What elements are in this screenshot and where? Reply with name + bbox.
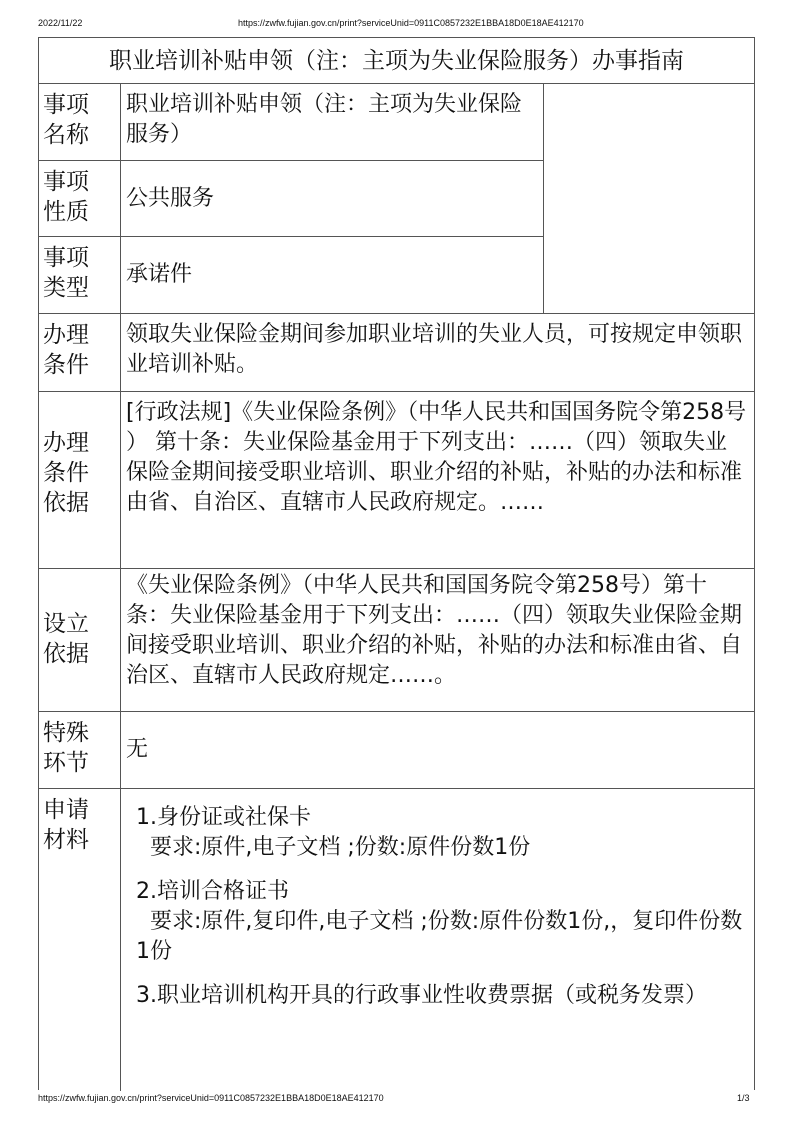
- materials-list: [121, 789, 754, 1091]
- material-title: 3.职业培训机构开具的行政事业性收费票据（或税务发票）: [136, 983, 707, 1008]
- label-establish-basis: 设立依据: [39, 569, 121, 711]
- label-item-nature: 事项性质: [39, 161, 121, 237]
- value-conditions: 领取失业保险金期间参加职业培训的失业人员，可按规定申领职业培训补贴。: [126, 322, 743, 377]
- label-conditions: 办理条件: [39, 314, 121, 391]
- material-title: 1.身份证或社保卡: [136, 805, 311, 830]
- row-item-name: [39, 84, 754, 161]
- row-conditions: [39, 313, 754, 392]
- value-item-nature: 公共服务: [121, 161, 544, 237]
- row-special: [39, 712, 754, 789]
- print-url: https://zwfw.fujian.gov.cn/print?serviceUnid=0911C0857232E1BBA18D0E18AE412170: [238, 18, 584, 28]
- material-requirement: 要求:原件,电子文档 ;份数:原件份数1份: [150, 835, 531, 860]
- label-item-name: 事项名称: [39, 84, 121, 161]
- value-item-name: 职业培训补贴申领（注：主项为失业保险服务）: [121, 84, 544, 161]
- row-materials: [39, 789, 754, 1091]
- label-materials: 申请材料: [39, 789, 121, 1091]
- material-item: [136, 981, 748, 1011]
- footer-url: https://zwfw.fujian.gov.cn/print?serviceUnid=0911C0857232E1BBA18D0E18AE412170: [38, 1093, 384, 1103]
- row-item-type: [39, 237, 754, 313]
- value-establish-basis: 《失业保险条例》（中华人民共和国国务院令第258号）第十条：失业保险基金用于下列支出：……（四）领取失业保险金期间接受职业培训、职业介绍的补贴，补贴的办法和标准由省、自治区、直辖市人民政府规定……。: [126, 573, 743, 688]
- material-item: [136, 877, 748, 967]
- material-item: [136, 803, 748, 863]
- print-date: 2022/11/22: [38, 18, 83, 28]
- material-requirement: 要求:原件,复印件,电子文档 ;份数:原件份数1份,，复印件份数1份: [136, 909, 743, 964]
- value-special: 无: [126, 737, 149, 762]
- guide-table: [38, 37, 755, 1090]
- guide-title: 职业培训补贴申领（注：主项为失业保险服务）办事指南: [39, 38, 754, 84]
- row-conditions-basis: [39, 392, 754, 569]
- row-item-nature: [39, 161, 754, 237]
- value-item-type: 承诺件: [121, 237, 544, 313]
- value-conditions-basis: [行政法规]《失业保险条例》（中华人民共和国国务院令第258号 ） 第十条：失业保险基金用于下列支出：……（四）领取失业保险金期间接受职业培训、职业介绍的补贴，补贴的办法和标准由省、自治区、直辖市人民政府规定。……: [126, 400, 747, 515]
- material-title: 2.培训合格证书: [136, 879, 289, 904]
- label-conditions-basis: 办理条件依据: [39, 392, 121, 568]
- label-special: 特殊环节: [39, 712, 121, 788]
- page-number: 1/3: [737, 1093, 750, 1103]
- label-item-type: 事项类型: [39, 237, 121, 313]
- row-establish-basis: [39, 569, 754, 712]
